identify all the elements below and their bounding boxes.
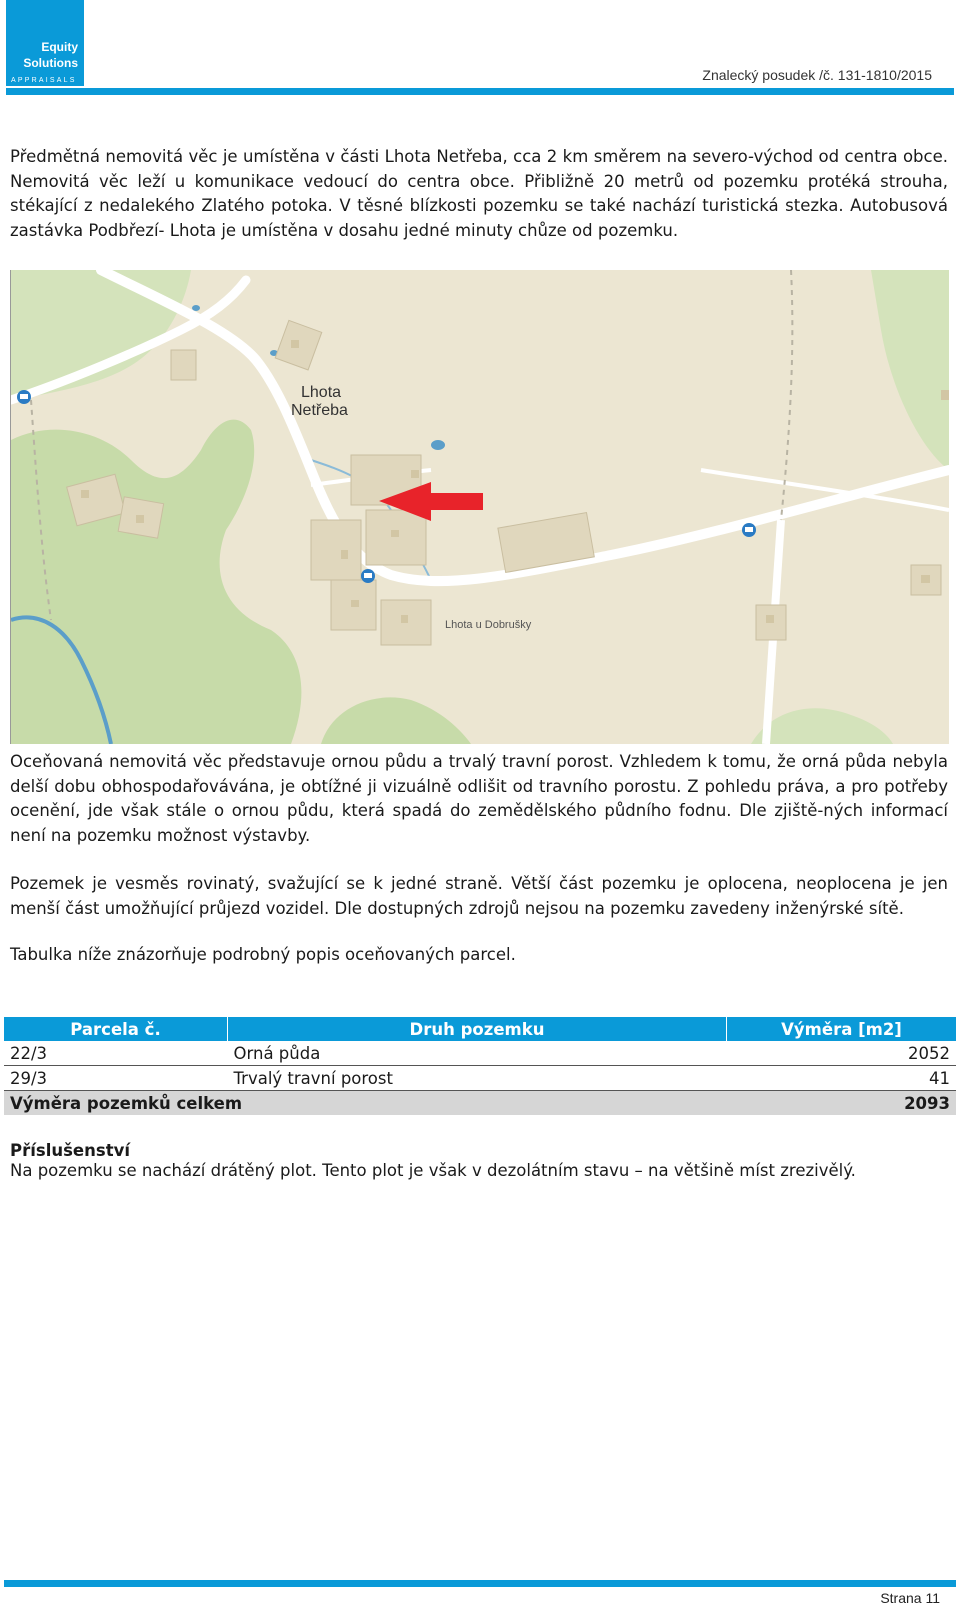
logo-text-solutions: Solutions — [23, 56, 78, 70]
location-paragraph: Předmětná nemovitá věc je umístěna v části Lhota Netřeba, cca 2 km směrem na severo-východ od centra obce. Nemovitá věc leží u komunikace vedoucí do centra obce. Přibližně 20 metrů od pozemku protéká strouha, stékající z nedalekého Zlatého potoka. V těsné blízkosti pozemku se také nachází turistická stezka. Autobusová zastávka Podbřezí- Lhota je umístěna v dosahu jedné minuty chůze od pozemku. — [10, 147, 948, 240]
footer-divider — [4, 1580, 956, 1587]
table-row — [4, 1066, 956, 1091]
table-total-row — [4, 1091, 956, 1116]
cell-parcel: 22/3 — [4, 1041, 228, 1066]
accessories-paragraph: Na pozemku se nachází drátěný plot. Tento plot je však v dezolátním stavu – na většině míst zrezivělý. — [10, 1161, 856, 1180]
total-label: Výměra pozemků celkem — [4, 1091, 727, 1116]
logo-text-appraisals: APPRAISALS — [11, 77, 77, 84]
table-row — [4, 1041, 956, 1066]
cell-parcel: 29/3 — [4, 1066, 228, 1091]
parcels-table — [4, 1017, 956, 1115]
description-paragraph: Oceňovaná nemovitá věc představuje ornou půdu a trvalý travní porost. Vzhledem k tomu, že orná půda nebyla delší dobu obhospodařovávána, je obtížné ji vizuálně odlišit od travního porostu. Z pohledu práva, a pro potřeby ocenění, jde však stále o ornou půdu, která spadá do zemědělského půdního fodnu. Dle zjiště-ných informací není na pozemku možnost výstavby. — [10, 752, 948, 845]
location-map — [10, 270, 949, 744]
column-header-area: Výměra [m2] — [727, 1017, 957, 1041]
page-number: Strana 11 — [880, 1590, 940, 1606]
cell-land-type: Orná půda — [228, 1041, 727, 1066]
document-reference: Znalecký posudek /č. 131-1810/2015 — [702, 67, 932, 83]
cell-area: 41 — [727, 1066, 957, 1091]
map-label-locality: Lhota u Dobrušky — [445, 619, 532, 631]
cell-land-type: Trvalý travní porost — [228, 1066, 727, 1091]
table-intro-paragraph: Tabulka níže znázorňuje podrobný popis oceňovaných parcel. — [10, 945, 516, 964]
terrain-paragraph: Pozemek je vesměs rovinatý, svažující se k jedné straně. Větší část pozemku je oplocena, neoplocena je jen menší část umožňující průjezd vozidel. Dle dostupných zdrojů nejsou na pozemku zavedeny inženýrské sítě. — [10, 874, 948, 918]
cell-area: 2052 — [727, 1041, 957, 1066]
total-value: 2093 — [727, 1091, 957, 1116]
map-label-village-1: Lhota — [301, 384, 342, 401]
logo-text-equity: Equity — [41, 40, 78, 54]
column-header-land-type: Druh pozemku — [228, 1017, 727, 1041]
column-header-parcel: Parcela č. — [4, 1017, 228, 1041]
header-divider — [6, 88, 954, 95]
company-logo — [6, 0, 84, 86]
table-header-row — [4, 1017, 956, 1041]
map-label-village-2: Netřeba — [291, 402, 348, 419]
accessories-heading: Příslušenství — [10, 1141, 130, 1160]
